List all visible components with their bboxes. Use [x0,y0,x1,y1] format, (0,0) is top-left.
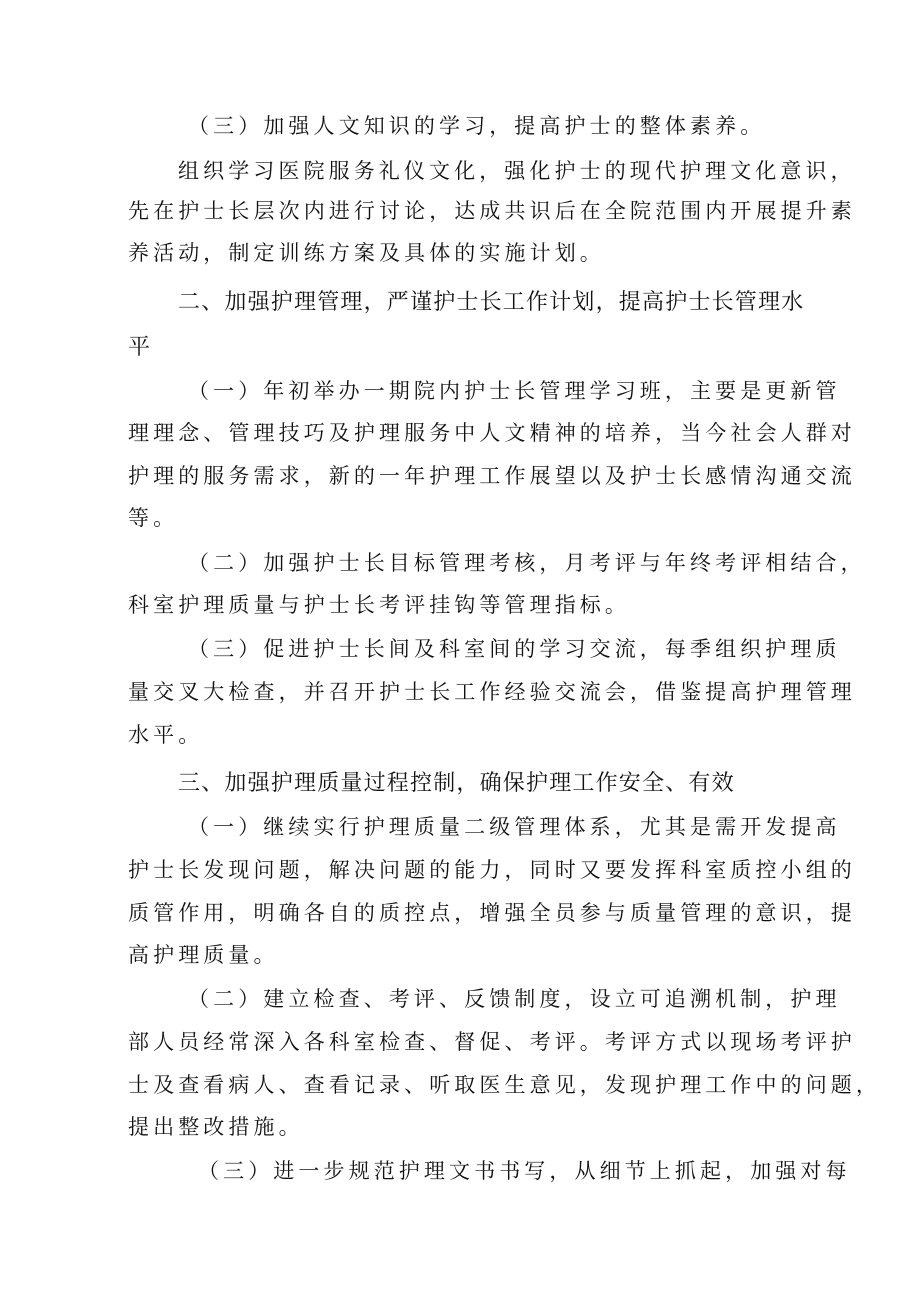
item-title: （三）加强人文知识的学习，提高护士的整体素养。 [188,114,766,138]
paragraph-line: 高护理质量。 [128,943,279,967]
paragraph-line: 组织学习医院服务礼仪文化，强化护士的现代护理文化意识， [178,159,856,183]
paragraph-line: （三）促进护士长间及科室间的学习交流，每季组织护理质 [188,637,841,661]
section-heading: 三、加强护理质量过程控制，确保护理工作安全、有效 [178,771,735,796]
paragraph-line: 护理的服务需求，新的一年护理工作展望以及护士长感情沟通交流 [128,464,856,488]
paragraph-line: （一）继续实行护理质量二级管理体系，尤其是需开发提高 [188,815,841,839]
paragraph-line: （一）年初举办一期院内护士长管理学习班，主要是更新管 [188,379,841,403]
paragraph-line: 养活动，制定训练方案及具体的实施计划。 [128,241,605,265]
section-heading: 平 [128,335,152,360]
paragraph-line: 科室护理质量与护士长考评挂钩等管理指标。 [128,593,630,617]
paragraph-line: 士及查看病人、查看记录、听取医生意见，发现护理工作中的问题， [128,1073,881,1097]
paragraph-line: 先在护士长层次内进行讨论，达成共识后在全院范围内开展提升素 [128,199,856,223]
paragraph-line: （三）进一步规范护理文书书写，从细节上抓起，加强对每 [198,1159,851,1183]
paragraph-line: 护士长发现问题，解决问题的能力，同时又要发挥科室质控小组的 [128,858,856,882]
paragraph-line: （二）建立检查、考评、反馈制度，设立可追溯机制，护理 [188,987,841,1011]
paragraph-line: 量交叉大检查，并召开护士长工作经验交流会，借鉴提高护理管理 [128,680,856,704]
paragraph-line: 水平。 [128,723,204,747]
paragraph-line: 提出整改措施。 [128,1115,304,1139]
paragraph-line: 等。 [128,506,179,530]
section-heading: 二、加强护理管理，严谨护士长工作计划，提高护士长管理水 [178,290,805,315]
paragraph-line: （二）加强护士长目标管理考核，月考评与年终考评相结合， [188,551,866,575]
paragraph-line: 部人员经常深入各科室检查、督促、考评。考评方式以现场考评护 [128,1030,856,1054]
paragraph-line: 理理念、管理技巧及护理服务中人文精神的培养，当今社会人群对 [128,421,856,445]
paragraph-line: 质管作用，明确各自的质控点，增强全员参与质量管理的意识，提 [128,901,856,925]
